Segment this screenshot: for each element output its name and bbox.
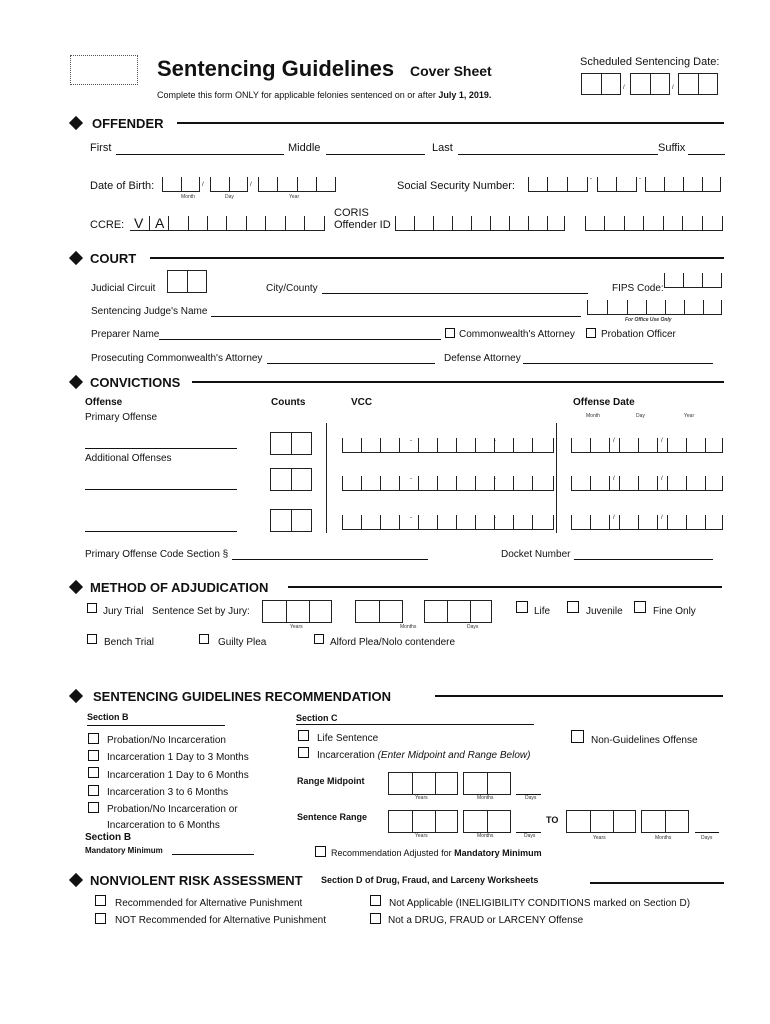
- commonwealth-attorney-checkbox[interactable]: [445, 328, 455, 338]
- offense-column-header: Offense: [85, 397, 123, 408]
- section-rule: [288, 586, 722, 588]
- middle-name-field[interactable]: [326, 154, 425, 155]
- inc-1day-6mo-checkbox[interactable]: [88, 767, 99, 778]
- ssn-area-boxes[interactable]: [528, 177, 588, 192]
- sentence-range-label: Sentence Range: [297, 812, 368, 822]
- dob-label: Date of Birth:: [90, 180, 155, 192]
- defense-attorney-field[interactable]: [523, 363, 713, 364]
- adjusted-mandatory-checkbox[interactable]: [315, 846, 326, 857]
- guilty-plea-checkbox[interactable]: [199, 634, 209, 644]
- convictions-section-title: CONVICTIONS: [90, 375, 181, 390]
- fine-only-label: Fine Only: [653, 606, 696, 617]
- vcc-dash: -: [410, 515, 412, 521]
- section-bullet-icon: [69, 116, 83, 130]
- inc-1day-3mo-checkbox[interactable]: [88, 750, 99, 761]
- section-bullet-icon: [69, 375, 83, 389]
- recommendation-section-title: SENTENCING GUIDELINES RECOMMENDATION: [93, 689, 392, 704]
- midpoint-months-caption: Months: [477, 795, 494, 801]
- midpoint-months-box[interactable]: [463, 772, 511, 795]
- inc-1day-6mo-label: Incarceration 1 Day to 6 Months: [107, 770, 249, 781]
- life-label: Life: [534, 606, 551, 617]
- section-rule: [177, 122, 724, 124]
- section-c-label: Section C: [296, 713, 338, 723]
- offense-date-month-caption: Month: [586, 413, 600, 419]
- defense-attorney-label: Defense Attorney: [444, 353, 521, 364]
- section-b-mandatory-label: Section B: [85, 832, 132, 843]
- range-low-days-caption: Days: [524, 833, 536, 839]
- ccre-label: CCRE:: [90, 219, 125, 231]
- judge-name-label: Sentencing Judge's Name: [91, 306, 208, 317]
- middle-name-label: Middle: [288, 142, 321, 154]
- section-rule: [435, 695, 723, 697]
- range-low-months-caption: Months: [477, 833, 494, 839]
- inc-3-6mo-label: Incarceration 3 to 6 Months: [107, 787, 229, 798]
- office-stamp-box: [70, 55, 138, 85]
- vcc-2-boxes[interactable]: [342, 476, 554, 491]
- section-bullet-icon: [69, 873, 83, 887]
- range-high-months-caption: Months: [655, 835, 672, 841]
- offense-date-year-caption: Year: [684, 413, 695, 419]
- jury-trial-label: Jury Trial: [103, 606, 144, 617]
- section-bullet-icon: [69, 689, 83, 703]
- ccre-number-boxes[interactable]: [130, 216, 325, 231]
- date-sep: /: [661, 438, 663, 444]
- range-low-months-box[interactable]: [463, 810, 511, 833]
- non-guidelines-checkbox[interactable]: [571, 730, 584, 743]
- date-sep: /: [623, 85, 625, 91]
- incarceration-label: Incarceration (Enter Midpoint and Range Below): [317, 750, 531, 761]
- mandatory-minimum-field[interactable]: [172, 854, 254, 855]
- bench-trial-checkbox[interactable]: [87, 634, 97, 644]
- offense-3-field[interactable]: [85, 531, 237, 532]
- counts-2-box[interactable]: [270, 468, 312, 491]
- offense-date-2-boxes[interactable]: [571, 476, 723, 491]
- midpoint-years-caption: Years: [415, 795, 428, 801]
- scheduled-date-month-box[interactable]: [581, 73, 621, 95]
- range-high-months-box[interactable]: [641, 810, 689, 833]
- life-checkbox[interactable]: [516, 601, 528, 613]
- date-sep: /: [250, 182, 252, 188]
- jury-months-caption: Months: [400, 624, 417, 630]
- not-applicable-label: Not Applicable (INELIGIBILITY CONDITIONS marked on Section D): [389, 898, 691, 909]
- column-divider: [326, 423, 327, 533]
- ccre-prefix-a: A: [155, 215, 165, 231]
- dob-year-caption: Year: [289, 194, 300, 200]
- counts-3-box[interactable]: [270, 509, 312, 532]
- judge-name-field[interactable]: [211, 316, 581, 317]
- prosecuting-attorney-field[interactable]: [267, 363, 435, 364]
- offense-date-3-boxes[interactable]: [571, 515, 723, 530]
- section-rule: [150, 257, 724, 259]
- court-section-title: COURT: [90, 251, 137, 266]
- suffix-label: Suffix: [658, 142, 686, 154]
- prob-or-inc-checkbox[interactable]: [88, 802, 99, 813]
- date-sep: /: [672, 85, 674, 91]
- judicial-circuit-label: Judicial Circuit: [91, 283, 156, 294]
- section-rule: [590, 882, 724, 884]
- scheduled-date-label: Scheduled Sentencing Date:: [580, 56, 720, 68]
- section-bullet-icon: [69, 251, 83, 265]
- date-sep: /: [613, 438, 615, 444]
- range-high-days-field[interactable]: [695, 832, 719, 833]
- dob-month-caption: Month: [181, 194, 195, 200]
- jury-trial-checkbox[interactable]: [87, 603, 97, 613]
- coris-label: CORIS: [334, 207, 369, 219]
- not-recommended-alt-checkbox[interactable]: [95, 913, 106, 924]
- non-guidelines-label: Non-Guidelines Offense: [591, 735, 698, 746]
- alford-plea-checkbox[interactable]: [314, 634, 324, 644]
- life-sentence-checkbox[interactable]: [298, 730, 309, 741]
- vcc-dash: -: [410, 476, 412, 482]
- commonwealth-attorney-label: Commonwealth's Attorney: [459, 329, 575, 340]
- recommended-alt-checkbox[interactable]: [95, 895, 106, 906]
- scheduled-date-year-box[interactable]: [678, 73, 718, 95]
- prob-or-label: Probation/No Incarceration or: [107, 804, 238, 815]
- ssn-group-boxes[interactable]: [597, 177, 637, 192]
- office-use-boxes: [587, 300, 722, 315]
- city-county-label: City/County: [266, 283, 318, 294]
- ssn-label: Social Security Number:: [397, 180, 515, 192]
- offender-id-boxes-2[interactable]: [585, 216, 723, 231]
- offender-id-boxes[interactable]: [395, 216, 565, 231]
- fips-code-boxes[interactable]: [664, 273, 722, 288]
- range-high-years-box[interactable]: [566, 810, 636, 833]
- life-sentence-label: Life Sentence: [317, 733, 379, 744]
- sentence-set-by-jury-label: Sentence Set by Jury:: [152, 606, 250, 617]
- vcc-dash: -: [494, 515, 496, 521]
- jury-years-caption: Years: [290, 624, 303, 630]
- alford-plea-label: Alford Plea/Nolo contendere: [330, 637, 456, 648]
- range-to-label: TO: [546, 815, 559, 825]
- dob-day-boxes[interactable]: [210, 177, 248, 192]
- probation-officer-label: Probation Officer: [601, 329, 676, 340]
- counts-1-box[interactable]: [270, 432, 312, 455]
- last-name-label: Last: [432, 142, 453, 154]
- first-name-label: First: [90, 142, 112, 154]
- offense-2-field[interactable]: [85, 489, 237, 490]
- form-title: Sentencing Guidelines: [157, 56, 395, 81]
- docket-number-field[interactable]: [574, 559, 713, 560]
- mandatory-minimum-label: Mandatory Minimum: [85, 846, 163, 855]
- probation-no-incarceration-label: Probation/No Incarceration: [107, 735, 226, 746]
- range-high-days-caption: Days: [701, 835, 713, 841]
- date-sep: /: [661, 476, 663, 482]
- vcc-1-boxes[interactable]: [342, 438, 554, 453]
- ssn-dash: -: [639, 176, 641, 182]
- date-sep: /: [613, 476, 615, 482]
- primary-offense-label: Primary Offense: [85, 412, 158, 423]
- dob-day-caption: Day: [225, 194, 234, 200]
- date-sep: /: [613, 515, 615, 521]
- inc-1day-3mo-label: Incarceration 1 Day to 3 Months: [107, 752, 249, 763]
- docket-number-label: Docket Number: [501, 549, 571, 560]
- preparer-name-field[interactable]: [159, 339, 441, 340]
- section-c-rule: [296, 724, 534, 725]
- probation-officer-checkbox[interactable]: [586, 328, 596, 338]
- not-recommended-alt-label: NOT Recommended for Alternative Punishment: [115, 915, 327, 926]
- suffix-field[interactable]: [688, 154, 725, 155]
- inc-3-6mo-checkbox[interactable]: [88, 785, 99, 796]
- ssn-serial-boxes[interactable]: [645, 177, 721, 192]
- adjudication-section-title: METHOD OF ADJUDICATION: [90, 580, 269, 595]
- midpoint-years-box[interactable]: [388, 772, 458, 795]
- probation-no-incarceration-checkbox[interactable]: [88, 733, 99, 744]
- date-sep: /: [661, 515, 663, 521]
- inc-to-6mo-label: Incarceration to 6 Months: [107, 820, 220, 831]
- vcc-column-header: VCC: [351, 397, 373, 408]
- counts-column-header: Counts: [271, 397, 306, 408]
- jury-days-caption: Days: [467, 624, 479, 630]
- section-b-label: Section B: [87, 712, 129, 722]
- prosecuting-attorney-label: Prosecuting Commonwealth's Attorney: [91, 353, 263, 364]
- juvenile-label: Juvenile: [586, 606, 623, 617]
- last-name-field[interactable]: [458, 154, 658, 155]
- midpoint-days-caption: Days: [525, 795, 537, 801]
- office-use-caption: For Office Use Only: [625, 317, 672, 323]
- jury-years-box[interactable]: [262, 600, 332, 623]
- guilty-plea-label: Guilty Plea: [218, 637, 267, 648]
- nonviolent-section-subtitle: Section D of Drug, Fraud, and Larceny Worksheets: [321, 875, 539, 885]
- column-divider: [556, 423, 557, 533]
- date-sep: /: [202, 182, 204, 188]
- ssn-dash: -: [590, 176, 592, 182]
- ccre-prefix-v: V: [134, 215, 144, 231]
- vcc-dash: -: [410, 438, 412, 444]
- vcc-dash: -: [494, 438, 496, 444]
- fips-code-label: FIPS Code:: [612, 283, 664, 294]
- dob-month-boxes[interactable]: [162, 177, 200, 192]
- incarceration-checkbox[interactable]: [298, 747, 309, 758]
- primary-code-section-label: Primary Offense Code Section §: [85, 549, 229, 560]
- offender-section-title: OFFENDER: [92, 116, 164, 131]
- dob-year-boxes[interactable]: [258, 177, 336, 192]
- not-dfl-label: Not a DRUG, FRAUD or LARCENY Offense: [388, 915, 584, 926]
- fine-only-checkbox[interactable]: [634, 601, 646, 613]
- vcc-dash: -: [494, 476, 496, 482]
- nonviolent-section-title: NONVIOLENT RISK ASSESSMENT: [90, 873, 303, 888]
- adjusted-mandatory-label: Recommendation Adjusted for Mandatory Minimum: [331, 848, 542, 858]
- form-subtitle: Cover Sheet: [410, 63, 492, 79]
- juvenile-checkbox[interactable]: [567, 601, 579, 613]
- not-dfl-checkbox[interactable]: [370, 913, 381, 924]
- judicial-circuit-box[interactable]: [167, 270, 207, 293]
- additional-offenses-label: Additional Offenses: [85, 453, 172, 464]
- range-low-years-box[interactable]: [388, 810, 458, 833]
- first-name-field[interactable]: [116, 154, 284, 155]
- form-instruction: Complete this form ONLY for applicable felonies sentenced on or after July 1, 2019.: [157, 90, 492, 100]
- offense-date-1-boxes[interactable]: [571, 438, 723, 453]
- range-high-years-caption: Years: [593, 835, 606, 841]
- section-b-rule: [87, 725, 225, 726]
- not-applicable-checkbox[interactable]: [370, 895, 381, 906]
- vcc-3-boxes[interactable]: [342, 515, 554, 530]
- scheduled-date-day-box[interactable]: [630, 73, 670, 95]
- city-county-field[interactable]: [322, 293, 588, 294]
- offense-date-column-header: Offense Date: [573, 397, 635, 408]
- offense-1-field[interactable]: [85, 448, 237, 449]
- bench-trial-label: Bench Trial: [104, 637, 155, 648]
- offender-id-label: Offender ID: [334, 219, 391, 231]
- recommended-alt-label: Recommended for Alternative Punishment: [115, 898, 303, 909]
- jury-months-box[interactable]: [355, 600, 403, 623]
- section-rule: [192, 381, 724, 383]
- preparer-name-label: Preparer Name: [91, 329, 160, 340]
- range-low-years-caption: Years: [415, 833, 428, 839]
- jury-days-box[interactable]: [424, 600, 492, 623]
- offense-date-day-caption: Day: [636, 413, 645, 419]
- section-bullet-icon: [69, 580, 83, 594]
- primary-code-section-field[interactable]: [232, 559, 428, 560]
- range-midpoint-label: Range Midpoint: [297, 776, 365, 786]
